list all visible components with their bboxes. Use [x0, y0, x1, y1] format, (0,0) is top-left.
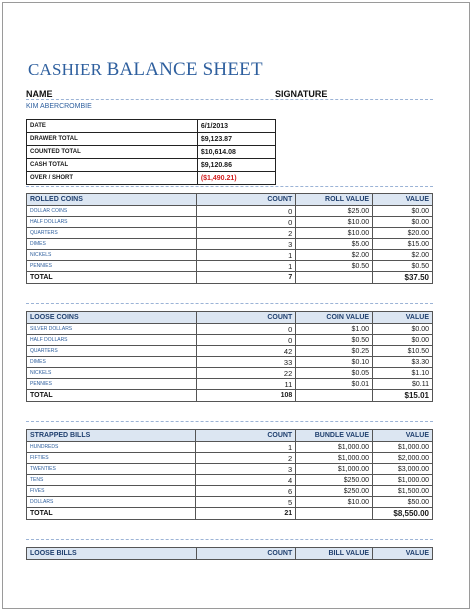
- count-cell[interactable]: 4: [196, 475, 296, 486]
- balance-sheet-page: [2, 2, 470, 609]
- value-cell: $0.00: [373, 217, 433, 228]
- table-row: [27, 217, 433, 228]
- value-cell: $10.50: [373, 346, 433, 357]
- unit-value-cell: $0.01: [296, 379, 373, 390]
- count-cell[interactable]: 0: [196, 324, 296, 335]
- total-count: 108: [196, 390, 296, 402]
- table-row: [27, 324, 433, 335]
- count-cell[interactable]: 0: [196, 206, 296, 217]
- unit-value-cell: $0.25: [296, 346, 373, 357]
- summary-row: [27, 172, 276, 185]
- col-header: COUNT: [196, 312, 296, 324]
- col-header: VALUE: [373, 430, 433, 442]
- row-label: HALF DOLLARS: [27, 335, 197, 346]
- row-label: HALF DOLLARS: [27, 217, 197, 228]
- total-label: TOTAL: [27, 272, 197, 284]
- count-cell[interactable]: 0: [196, 335, 296, 346]
- value-cell: $2,000.00: [373, 453, 433, 464]
- count-cell[interactable]: 11: [196, 379, 296, 390]
- value-cell: $0.50: [373, 261, 433, 272]
- table-header-row: [27, 312, 433, 324]
- summary-label: CASH TOTAL: [27, 159, 198, 172]
- col-header: LOOSE BILLS: [27, 548, 197, 560]
- unit-value-cell: $0.05: [296, 368, 373, 379]
- name-label: NAME: [26, 89, 53, 99]
- total-row: [27, 390, 433, 402]
- count-cell[interactable]: 33: [196, 357, 296, 368]
- loose-bills-table: [26, 547, 433, 560]
- col-header: COUNT: [196, 430, 296, 442]
- table-row: [27, 379, 433, 390]
- unit-value-cell: $1,000.00: [296, 464, 373, 475]
- col-header: STRAPPED BILLS: [27, 430, 196, 442]
- unit-value-cell: $1,000.00: [296, 453, 373, 464]
- count-cell[interactable]: 2: [196, 228, 296, 239]
- rolled-coins-table: [26, 193, 433, 284]
- row-label: PENNIES: [27, 261, 197, 272]
- col-header: COIN VALUE: [296, 312, 373, 324]
- loose-coins-table: [26, 311, 433, 402]
- unit-value-cell: $1.00: [296, 324, 373, 335]
- summary-table: [26, 119, 276, 185]
- strapped-bills-table: [26, 429, 433, 520]
- table-header-row: [27, 430, 433, 442]
- value-cell: $0.00: [373, 206, 433, 217]
- summary-value[interactable]: 6/1/2013: [197, 120, 275, 133]
- unit-value-cell: $2.00: [296, 250, 373, 261]
- col-header: ROLL VALUE: [296, 194, 373, 206]
- over-short-value[interactable]: ($1,490.21): [197, 172, 275, 185]
- empty-cell: [296, 272, 373, 284]
- value-cell: $20.00: [373, 228, 433, 239]
- value-cell: $15.00: [373, 239, 433, 250]
- value-cell: $2.00: [373, 250, 433, 261]
- row-label: HUNDREDS: [27, 442, 196, 453]
- unit-value-cell: $1,000.00: [296, 442, 373, 453]
- unit-value-cell: $0.10: [296, 357, 373, 368]
- table-row: [27, 497, 433, 508]
- col-header: BILL VALUE: [296, 548, 373, 560]
- col-header: COUNT: [196, 548, 296, 560]
- count-cell[interactable]: 0: [196, 217, 296, 228]
- table-row: [27, 464, 433, 475]
- table-row: [27, 335, 433, 346]
- row-label: DIMES: [27, 357, 197, 368]
- summary-label: DATE: [27, 120, 198, 133]
- count-cell[interactable]: 2: [196, 453, 296, 464]
- empty-cell: [296, 390, 373, 402]
- summary-row: [27, 146, 276, 159]
- section-divider: [26, 303, 433, 304]
- unit-value-cell: $10.00: [296, 497, 373, 508]
- row-label: DIMES: [27, 239, 197, 250]
- cashier-name: KIM ABERCROMBIE: [26, 103, 92, 110]
- unit-value-cell: $5.00: [296, 239, 373, 250]
- unit-value-cell: $10.00: [296, 217, 373, 228]
- summary-row: [27, 159, 276, 172]
- summary-value[interactable]: $10,614.08: [197, 146, 275, 159]
- value-cell: $50.00: [373, 497, 433, 508]
- table-header-row: [27, 194, 433, 206]
- value-cell: $3.30: [373, 357, 433, 368]
- table-row: [27, 453, 433, 464]
- total-label: TOTAL: [27, 390, 197, 402]
- signature-label: SIGNATURE: [275, 89, 328, 99]
- count-cell[interactable]: 1: [196, 261, 296, 272]
- col-header: VALUE: [373, 312, 433, 324]
- total-value: $8,550.00: [373, 508, 433, 520]
- table-row: [27, 250, 433, 261]
- summary-row: [27, 133, 276, 146]
- row-label: SILVER DOLLARS: [27, 324, 197, 335]
- count-cell[interactable]: 6: [196, 486, 296, 497]
- section-divider: [26, 421, 433, 422]
- value-cell: $0.00: [373, 335, 433, 346]
- summary-label: OVER / SHORT: [27, 172, 198, 185]
- table-row: [27, 486, 433, 497]
- total-count: 7: [196, 272, 296, 284]
- row-label: FIVES: [27, 486, 196, 497]
- col-header: ROLLED COINS: [27, 194, 197, 206]
- summary-row: [27, 120, 276, 133]
- unit-value-cell: $0.50: [296, 261, 373, 272]
- row-label: FIFTIES: [27, 453, 196, 464]
- col-header: COUNT: [196, 194, 296, 206]
- table-header-row: [27, 548, 433, 560]
- col-header: VALUE: [373, 194, 433, 206]
- value-cell: $1.10: [373, 368, 433, 379]
- total-value: $15.01: [373, 390, 433, 402]
- row-label: QUARTERS: [27, 346, 197, 357]
- row-label: QUARTERS: [27, 228, 197, 239]
- title-small: CASHIER: [28, 60, 103, 79]
- unit-value-cell: $250.00: [296, 486, 373, 497]
- summary-label: DRAWER TOTAL: [27, 133, 198, 146]
- header-divider: [26, 99, 433, 100]
- value-cell: $1,000.00: [373, 475, 433, 486]
- total-value: $37.50: [373, 272, 433, 284]
- table-row: [27, 442, 433, 453]
- summary-value[interactable]: $9,120.86: [197, 159, 275, 172]
- value-cell: $1,500.00: [373, 486, 433, 497]
- total-row: [27, 508, 433, 520]
- value-cell: $0.11: [373, 379, 433, 390]
- table-row: [27, 261, 433, 272]
- col-header: BUNDLE VALUE: [296, 430, 373, 442]
- row-label: TWENTIES: [27, 464, 196, 475]
- value-cell: $3,000.00: [373, 464, 433, 475]
- table-row: [27, 346, 433, 357]
- table-row: [27, 357, 433, 368]
- count-cell[interactable]: 1: [196, 250, 296, 261]
- table-row: [27, 475, 433, 486]
- unit-value-cell: $25.00: [296, 206, 373, 217]
- row-label: NICKELS: [27, 368, 197, 379]
- title-big: BALANCE SHEET: [106, 59, 263, 80]
- page-title: [28, 59, 263, 81]
- unit-value-cell: $10.00: [296, 228, 373, 239]
- col-header: VALUE: [373, 548, 433, 560]
- total-label: TOTAL: [27, 508, 196, 520]
- value-cell: $1,000.00: [373, 442, 433, 453]
- table-row: [27, 368, 433, 379]
- row-label: TENS: [27, 475, 196, 486]
- count-cell[interactable]: 42: [196, 346, 296, 357]
- summary-label: COUNTED TOTAL: [27, 146, 198, 159]
- count-cell[interactable]: 1: [196, 442, 296, 453]
- row-label: NICKELS: [27, 250, 197, 261]
- unit-value-cell: $0.50: [296, 335, 373, 346]
- unit-value-cell: $250.00: [296, 475, 373, 486]
- row-label: DOLLARS: [27, 497, 196, 508]
- empty-cell: [296, 508, 373, 520]
- row-label: DOLLAR COINS: [27, 206, 197, 217]
- count-cell[interactable]: 22: [196, 368, 296, 379]
- col-header: LOOSE COINS: [27, 312, 197, 324]
- section-divider: [26, 186, 433, 187]
- total-count: 21: [196, 508, 296, 520]
- section-divider: [26, 539, 433, 540]
- table-row: [27, 228, 433, 239]
- table-row: [27, 239, 433, 250]
- count-cell[interactable]: 3: [196, 239, 296, 250]
- summary-value[interactable]: $9,123.87: [197, 133, 275, 146]
- value-cell: $0.00: [373, 324, 433, 335]
- count-cell[interactable]: 3: [196, 464, 296, 475]
- count-cell[interactable]: 5: [196, 497, 296, 508]
- table-row: [27, 206, 433, 217]
- row-label: PENNIES: [27, 379, 197, 390]
- total-row: [27, 272, 433, 284]
